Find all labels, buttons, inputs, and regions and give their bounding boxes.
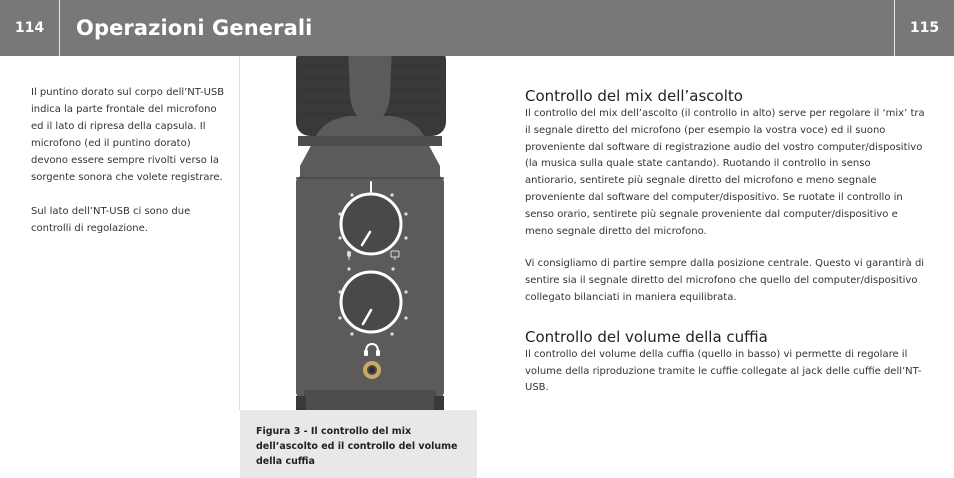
section-paragraph: Il controllo del mix dell’ascolto (il controllo in alto) serve per regolare il ‘mix’ tra il segnale diretto del microfono (per esempio la vostra voce) ed il suono proveniente dal software di registrazione audio del vostro computer/dispositivo (la musica sulla quale state cantando). Ruotando il controllo in senso antiorario, sentirete più segnale diretto del microfono e meno segnale proveniente dal software del computer/dispositivo. Se ruotate il controllo in senso orario, sentirete più segnale proveniente dal computer/dispositivo e meno segnale diretto del microfono. — [525, 108, 925, 237]
section-title-headphone-volume: Controllo del volume della cuffia — [525, 327, 768, 346]
headphone-volume-knob[interactable] — [341, 272, 401, 332]
page-title: Operazioni Generali — [76, 16, 313, 40]
page-number-left: 114 — [0, 0, 60, 56]
page-number-right: 115 — [894, 0, 954, 56]
right-column — [525, 86, 925, 397]
page-header — [0, 0, 954, 56]
left-paragraph: Il puntino dorato sul corpo dell’NT-USB indica la parte frontale del microfono ed il lato di ripresa della capsula. Il microfono (ed il puntino dorato) devono essere sempre rivolti verso la sorgente sonora che volete registrare. — [31, 87, 225, 183]
microphone-illustration — [240, 56, 477, 410]
mix-knob[interactable] — [341, 194, 401, 254]
section-paragraph: Vi consigliamo di partire sempre dalla posizione centrale. Questo vi garantirà di sentire sia il segnale diretto del microfono che quello del computer/dispositivo collegato bilanciati in maniera equilibrata. — [525, 258, 925, 303]
microphone-figure — [240, 56, 477, 410]
section-paragraph: Il controllo del volume della cuffia (quello in basso) vi permette di regolare il volume della riproduzione tramite le cuffie collegate al jack delle cuffie dell’NT-USB. — [525, 348, 922, 394]
section-title-mix: Controllo del mix dell’ascolto — [525, 87, 743, 105]
left-column — [31, 84, 226, 254]
figure-caption: Figura 3 - Il controllo del mix dell’ascolto ed il controllo del volume della cuffia — [240, 410, 477, 478]
left-paragraph: Sul lato dell’NT-USB ci sono due controlli di regolazione. — [31, 206, 191, 234]
